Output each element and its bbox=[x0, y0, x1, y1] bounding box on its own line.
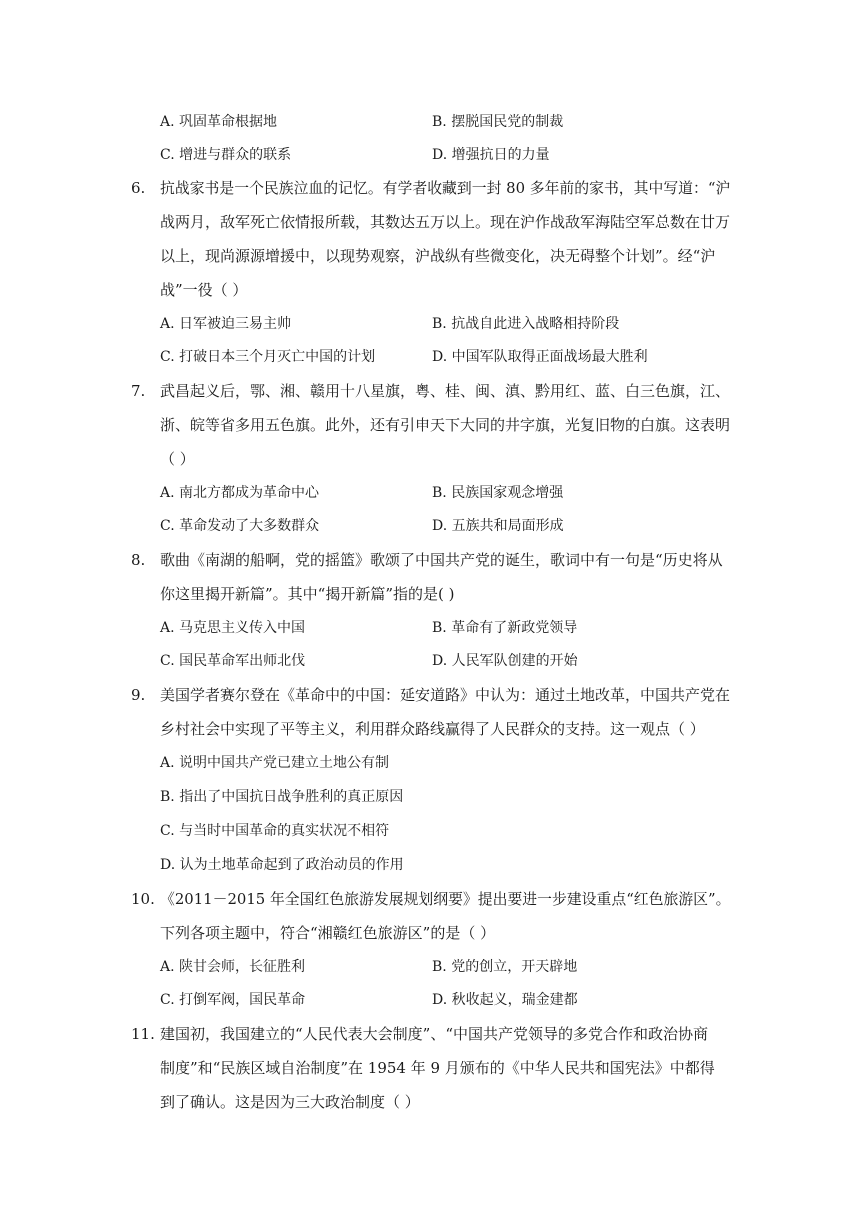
q9-stem-line-1: 美国学者赛尔登在《革命中的中国：延安道路》中认为：通过土地改革，中国共产党在 bbox=[160, 686, 731, 704]
q6-stem-line-2: 战两月，敌军死亡依情报所载，其数达五万以上。现在沪作战敌军海陆空军总数在廿万 bbox=[160, 213, 731, 231]
q10-option-b: B. 党的创立，开天辟地 bbox=[432, 959, 578, 975]
q9-option-d: D. 认为土地革命起到了政治动员的作用 bbox=[160, 857, 404, 873]
q11-number: 11. bbox=[131, 1025, 155, 1043]
q10-number: 10. bbox=[131, 890, 155, 908]
q10-option-c: C. 打倒军阀，国民革命 bbox=[160, 992, 306, 1008]
q7-option-d: D. 五族共和局面形成 bbox=[432, 518, 564, 534]
q6-option-a: A. 日军被迫三易主帅 bbox=[160, 316, 292, 332]
q11-stem-line-1: 建国初，我国建立的“人民代表大会制度”、“中国共产党领导的多党合作和政治协商 bbox=[160, 1025, 709, 1043]
q9-option-a: A. 说明中国共产党已建立土地公有制 bbox=[160, 755, 390, 771]
q7-option-a: A. 南北方都成为革命中心 bbox=[160, 485, 320, 501]
q5-option-c: C. 增进与群众的联系 bbox=[160, 147, 292, 163]
q6-stem-line-1: 抗战家书是一个民族泣血的记忆。有学者收藏到一封 80 多年前的家书，其中写道：“沪 bbox=[160, 179, 731, 197]
q10-stem-line-2: 下列各项主题中，符合“湘赣红色旅游区”的是（ ） bbox=[160, 924, 496, 942]
q10-option-d: D. 秋收起义，瑞金建都 bbox=[432, 992, 578, 1008]
q8-option-d: D. 人民军队创建的开始 bbox=[432, 653, 578, 669]
q6-option-c: C. 打破日本三个月灭亡中国的计划 bbox=[160, 349, 376, 365]
q11-stem-line-3: 到了确认。这是因为三大政治制度（ ） bbox=[160, 1093, 420, 1111]
q6-option-d: D. 中国军队取得正面战场最大胜利 bbox=[432, 349, 648, 365]
q6-number: 6. bbox=[131, 179, 146, 197]
q7-stem-line-2: 浙、皖等省多用五色旗。此外，还有引申天下大同的井字旗，光复旧物的白旗。这表明 bbox=[160, 416, 731, 434]
q11-stem-line-2: 制度”和“民族区域自治制度”在 1954 年 9 月颁布的《中华人民共和国宪法》中都得 bbox=[160, 1059, 715, 1077]
q8-stem-line-2: 你这里揭开新篇”。其中“揭开新篇”指的是( ) bbox=[160, 585, 455, 603]
q10-option-a: A. 陕甘会师，长征胜利 bbox=[160, 959, 306, 975]
q9-stem-line-2: 乡村社会中实现了平等主义，利用群众路线赢得了人民群众的支持。这一观点（ ） bbox=[160, 720, 705, 738]
q8-stem-line-1: 歌曲《南湖的船啊，党的摇篮》歌颂了中国共产党的诞生，歌词中有一句是“历史将从 bbox=[160, 551, 723, 569]
q5-option-b: B. 摆脱国民党的制裁 bbox=[432, 114, 564, 130]
q8-option-b: B. 革命有了新政党领导 bbox=[432, 620, 578, 636]
q6-option-b: B. 抗战自此进入战略相持阶段 bbox=[432, 316, 620, 332]
q7-option-b: B. 民族国家观念增强 bbox=[432, 485, 564, 501]
q9-option-c: C. 与当时中国革命的真实状况不相符 bbox=[160, 823, 390, 839]
q7-option-c: C. 革命发动了大多数群众 bbox=[160, 518, 320, 534]
q6-stem-line-4: 战”一役（ ） bbox=[160, 281, 248, 299]
q8-option-a: A. 马克思主义传入中国 bbox=[160, 620, 306, 636]
q10-stem-line-1: 《2011－2015 年全国红色旅游发展规划纲要》提出要进一步建设重点“红色旅游区”。 bbox=[160, 890, 731, 908]
q6-stem-line-3: 以上，现尚源源增援中，以现势观察，沪战纵有些微变化，决无碍整个计划”。经“沪 bbox=[160, 247, 716, 265]
q7-stem-line-3: （ ） bbox=[160, 450, 195, 468]
q9-number: 9. bbox=[131, 686, 146, 704]
q5-option-a: A. 巩固革命根据地 bbox=[160, 114, 278, 130]
q8-option-c: C. 国民革命军出师北伐 bbox=[160, 653, 306, 669]
q7-stem-line-1: 武昌起义后，鄂、湘、赣用十八星旗，粤、桂、闽、滇、黔用红、蓝、白三色旗，江、 bbox=[160, 382, 731, 400]
q7-number: 7. bbox=[131, 382, 146, 400]
q8-number: 8. bbox=[131, 551, 146, 569]
q9-option-b: B. 指出了中国抗日战争胜利的真正原因 bbox=[160, 789, 404, 805]
q5-option-d: D. 增强抗日的力量 bbox=[432, 147, 550, 163]
